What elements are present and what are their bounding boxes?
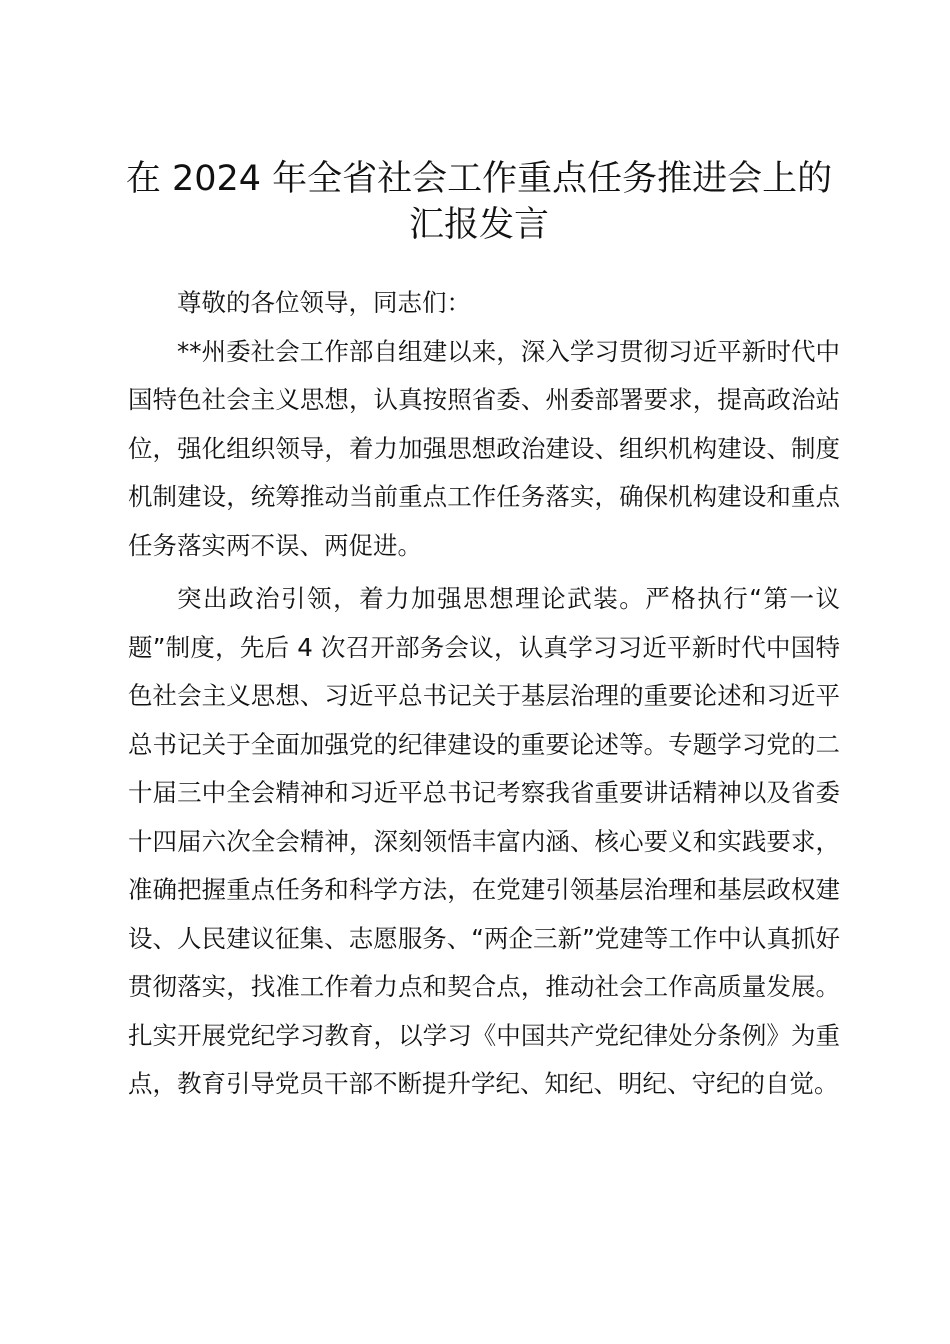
paragraph-1: **州委社会工作部自组建以来，深入学习贯彻习近平新时代中国特色社会主义思想，认真按照省委、州委部署要求，提高政治站位，强化组织领导，着力加强思想政治建设、组织机构建设、制度机制建设，统筹推动当前重点工作任务落实，确保机构建设和重点任务落实两不误、两促进。 <box>128 336 840 560</box>
salutation: 尊敬的各位领导，同志们： <box>177 288 471 317</box>
document-title: 在 2024 年全省社会工作重点任务推进会上的汇报发言 <box>125 159 833 245</box>
document-body <box>128 279 840 1109</box>
paragraph-2: 突出政治引领，着力加强思想理论武装。严格执行“第一议题”制度，先后 4 次召开部务会议，认真学习习近平新时代中国特色社会主义思想、习近平总书记关于基层治理的重要论述和习近平总书记关于全面加强党的纪律建设的重要论述等。专题学习党的二十届三中全会精神和习近平总书记考察我省重要讲话精神以及省委十四届六次全会精神，深刻领悟丰富内涵、核心要义和实践要求，准确把握重点任务和科学方法，在党建引领基层治理和基层政权建设、人民建议征集、志愿服务、“两企三新”党建等工作中认真抓好贯彻落实，找准工作着力点和契合点，推动社会工作高质量发展。扎实开展党纪学习教育，以学习《中国共产党纪律处分条例》为重点，教育引导党员干部不断提升学纪、知纪、明纪、守纪的自觉。 <box>128 584 840 1098</box>
